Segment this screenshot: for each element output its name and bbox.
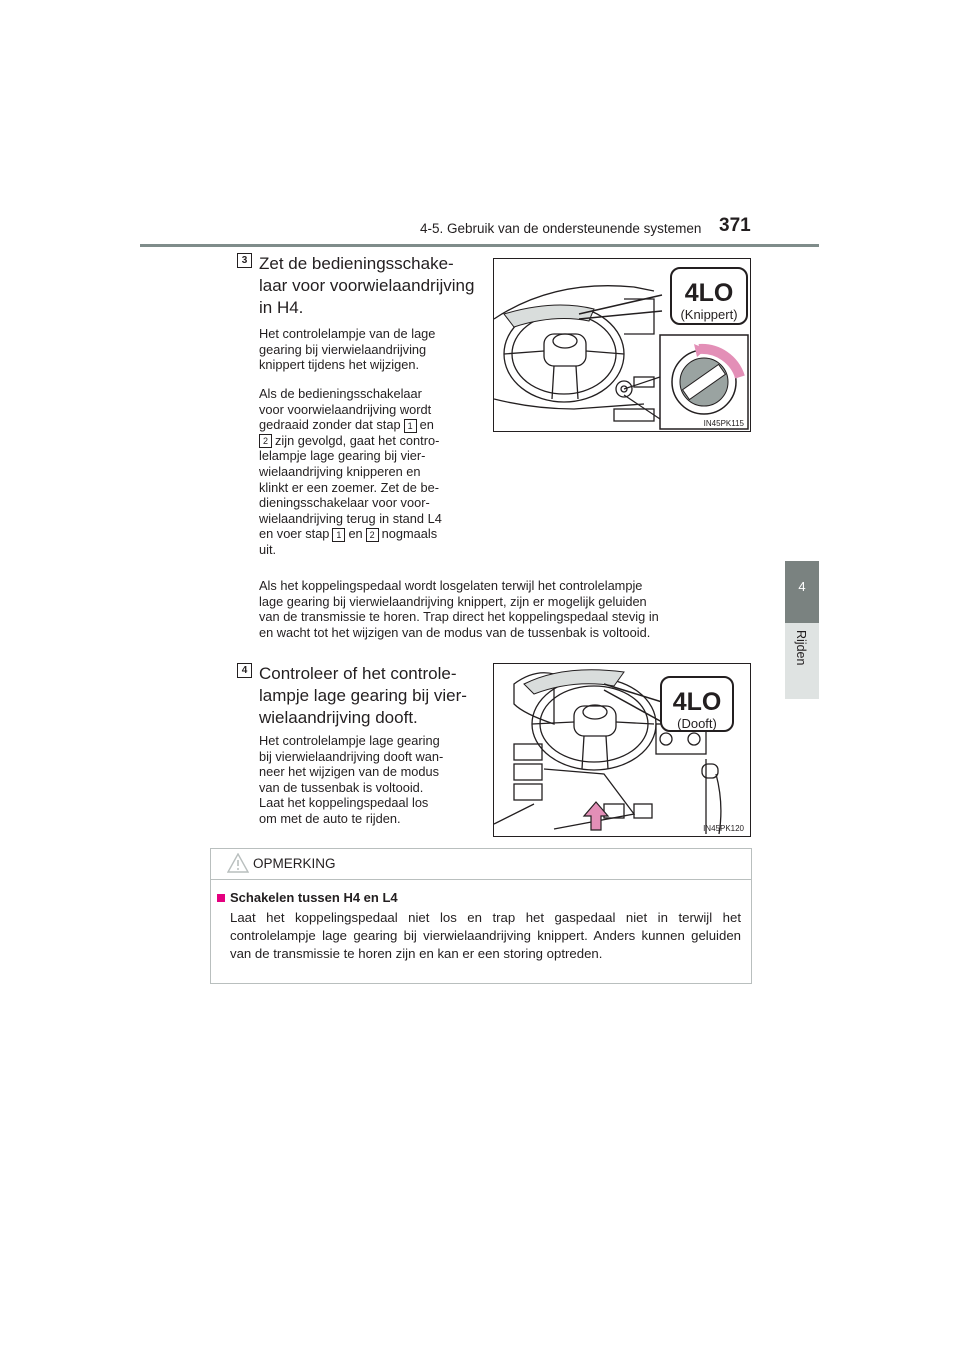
figure-code: IN45PK120 bbox=[703, 824, 744, 833]
note-subtitle: Schakelen tussen H4 en L4 bbox=[217, 890, 398, 905]
step-ref-box: 1 bbox=[332, 528, 345, 542]
step-ref-box: 2 bbox=[259, 434, 272, 448]
note-text: Laat het koppelingspedaal niet los en trap het gaspedaal niet in terwijl het controlelampje lage gearing bij vierwielaandrijving knippert. Anders kunnen geluiden van de transmissie te horen zijn en kan er een storing optreden. bbox=[230, 910, 741, 961]
step-paragraph: Het controlelampje lage gearing bij vierwielaandrijving dooft wan- neer het wijzigen van de modus van de tussenbak is voltooid. Laat het koppelingspedaal los om met de auto te rijden. bbox=[259, 733, 444, 826]
step-number: 3 bbox=[237, 253, 252, 268]
indicator-state: (Dooft) bbox=[677, 716, 717, 731]
figure-code: IN45PK115 bbox=[703, 419, 744, 428]
step-title: Controleer of het controle- lampje lage gearing bij vier- wielaandrijving dooft. bbox=[259, 664, 467, 727]
step-paragraph: Als de bedieningsschakelaar voor voorwielaandrijving wordt gedraaid zonder dat stap 1 en 2 zijn gevolgd, gaat het contro- lelampje lage gearing bij vier- wielaandrijving knipperen en klinkt er een zoemer. Zet de be- dieningsschakelaar voor voor- wielaandrijving terug in stand L4 en voer stap 1 en 2 nogmaals uit. bbox=[259, 386, 442, 558]
cabin-figure bbox=[493, 663, 751, 837]
dashboard-figure bbox=[493, 258, 751, 432]
note-box bbox=[210, 848, 752, 984]
indicator-state: (Knippert) bbox=[680, 307, 738, 322]
indicator-label: 4LO bbox=[672, 688, 722, 716]
wide-paragraph: Als het koppelingspedaal wordt losgelaten terwijl het controlelampje lage gearing bij vierwielaandrijving knippert, zijn er mogelijk geluiden van de transmissie te horen. Trap direct het koppelingspedaal stevig in en wacht tot het wijzigen van de modus van de tussenbak is voltooid. bbox=[259, 578, 659, 640]
chapter-tab[interactable] bbox=[785, 561, 819, 623]
note-header bbox=[211, 849, 751, 880]
section-title: 4-5. Gebruik van de ondersteunende systemen bbox=[420, 221, 702, 236]
step-paragraph: Het controlelampje van de lage gearing bij vierwielaandrijving knippert tijdens het wijzigen. bbox=[259, 326, 436, 373]
indicator-label: 4LO bbox=[684, 279, 734, 307]
step-number: 4 bbox=[237, 663, 252, 678]
step-ref-box: 1 bbox=[404, 419, 417, 433]
step-ref-box: 2 bbox=[366, 528, 379, 542]
indicator-callout bbox=[660, 676, 734, 732]
chapter-number: 4 bbox=[798, 579, 806, 594]
note-title: OPMERKING bbox=[253, 856, 336, 871]
page-number: 371 bbox=[719, 215, 751, 236]
square-bullet-icon bbox=[217, 894, 225, 902]
header-rule bbox=[140, 244, 819, 247]
warning-icon bbox=[227, 853, 249, 873]
indicator-callout bbox=[670, 267, 748, 325]
step-title: Zet de bedieningsschake- laar voor voorwielaandrijving in H4. bbox=[259, 254, 475, 317]
chapter-label: Rijden bbox=[794, 630, 808, 666]
